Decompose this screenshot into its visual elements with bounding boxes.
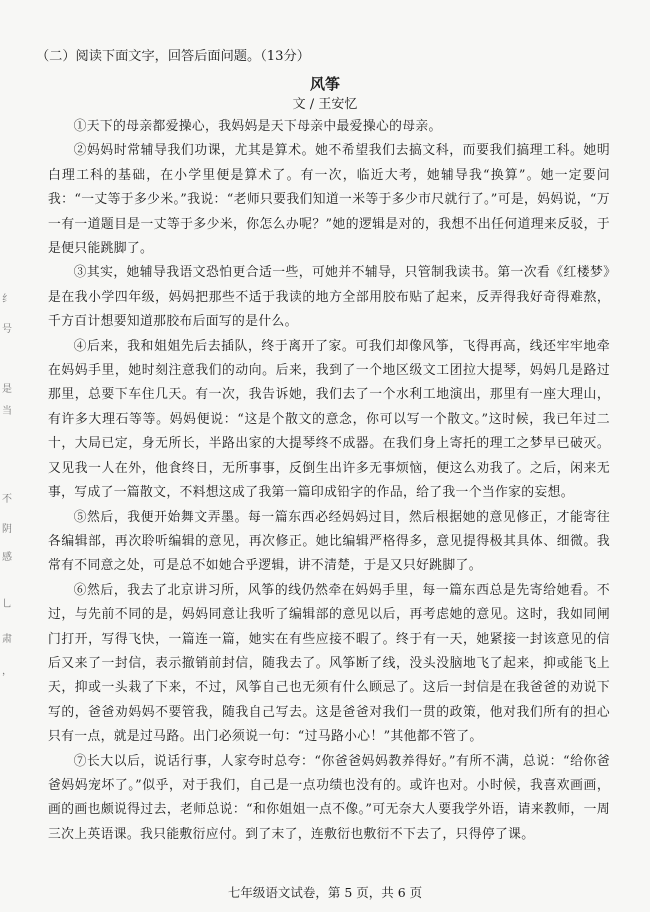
margin-mark: 肃 <box>2 634 12 645</box>
article-title: 风筝 <box>309 75 340 93</box>
margin-mark: 不 <box>2 494 12 505</box>
article-body <box>48 115 610 847</box>
margin-mark: 纟 <box>2 294 12 305</box>
paragraph-3: ③其实，她辅导我语文恐怕更合适一些，可她并不辅导，只管制我读书。第一次看《红楼梦》是在我小学四年级，妈妈把那些不适于我读的地方全部用胶布贴了起来，反弄得我好奇得难熬，千方百计想要知道那胶布后面写的是什么。 <box>48 265 610 330</box>
margin-mark: ， <box>2 666 12 677</box>
article-author: 文 / 王安忆 <box>292 97 358 112</box>
paragraph-2: ②妈妈时常辅导我们功课，尤其是算术。她不希望我们去搞文科，而要我们搞理工科。她明白理工科的基础，在小学里便是算术了。有一次，临近大考，她辅导我“换算”。她一定要问我：“一丈等于多少米。”我说：“老师只要我们知道一米等于多少市尺就行了。”可是，妈妈说，“万一有一道题目是一丈等于多少米，你怎么办呢？”她的逻辑是对的，我想不出任何道理来反驳，于是便只能跳脚了。 <box>48 143 610 257</box>
margin-mark: 感 <box>2 552 12 563</box>
margin-mark: 当 <box>2 406 12 417</box>
margin-mark: 是 <box>2 384 12 395</box>
paragraph-7: ⑦长大以后，说话行事，人家夸时总夸：“你爸爸妈妈教养得好。”有所不满，总说：“给你爸爸妈妈宠坏了。”似乎，对于我们，自己是一点功绩也没有的。或许也对。小时候，我喜欢画画，画的画也颇说得过去，老师总说：“和你姐姐一点不像。”可无奈大人要我学外语，请来教师，一周三次上英语课。我只能敷衍应付。到了末了，连敷衍也敷衍不下去了，只得停了课。 <box>48 753 610 842</box>
paragraph-5: ⑤然后，我便开始舞文弄墨。每一篇东西必经妈妈过目，然后根据她的意见修正，才能寄往各编辑部，再次聆听编辑的意见，再次修正。她比编辑严格得多，意见提得极其具体、细微。我常有不同意之处，可是总不如她合乎逻辑，讲不清楚，于是又只好跳脚了。 <box>48 509 610 574</box>
margin-mark: 号 <box>2 324 12 335</box>
section-heading: （二）阅读下面文字，回答后面问题。（13分） <box>36 49 310 64</box>
paragraph-4: ④后来，我和姐姐先后去插队，终于离开了家。可我们却像风筝，飞得再高，线还牢牢地牵在妈妈手里，她时刻注意我们的动向。后来，我到了一个地区级文工团拉大提琴，妈妈几是路过那里，总要下车住几天。有一次，我告诉她，我们去了一个水利工地演出，那里有一座大理山，有许多大理石等等。妈妈便说：“这是个散文的意念，你可以写一个散文。”这时候，我已年过二十，大局已定，身无所长，半路出家的大提琴终不成器。在我们身上寄托的理工之梦早已破灭。又见我一人在外，他食终日，无所事事，反倒生出许多无事烦恼，便这么劝我了。之后，闲来无事，写成了一篇散文，不料想这成了我第一篇印成铅字的作品，给了我一个当作家的妄想。 <box>48 338 610 501</box>
paragraph-6: ⑥然后，我去了北京讲习所，风筝的线仍然牵在妈妈手里，每一篇东西总是先寄给她看。不过，与先前不同的是，妈妈同意让我听了编辑部的意见以后，再考虑她的意见。这时，我如同闸门打开，写得飞快，一篇连一篇，她实在有些应接不暇了。终于有一天，她紧接一封该意见的信后又来了一封信，表示撤销前封信，随我去了。风筝断了线，没头没脑地飞了起来，抑或能飞上天，抑或一头栽了下来，不过，风筝自己也无须有什么顾忌了。这后一封信是在我爸爸的劝说下写的，爸爸劝妈妈不要管我，随我自己写去。这是爸爸对我们一贯的政策，他对我们所有的担心只有一点，就是过马路。出门必须说一句：“过马路小心！”其他都不管了。 <box>48 582 610 745</box>
paragraph-1: ①天下的母亲都爱操心，我妈妈是天下母亲中最爱操心的母亲。 <box>73 119 442 134</box>
margin-mark: 乚 <box>2 599 12 610</box>
page-footer: 七年级语文试卷，第 5 页，共 6 页 <box>227 885 423 900</box>
margin-mark: 阴 <box>2 524 12 535</box>
